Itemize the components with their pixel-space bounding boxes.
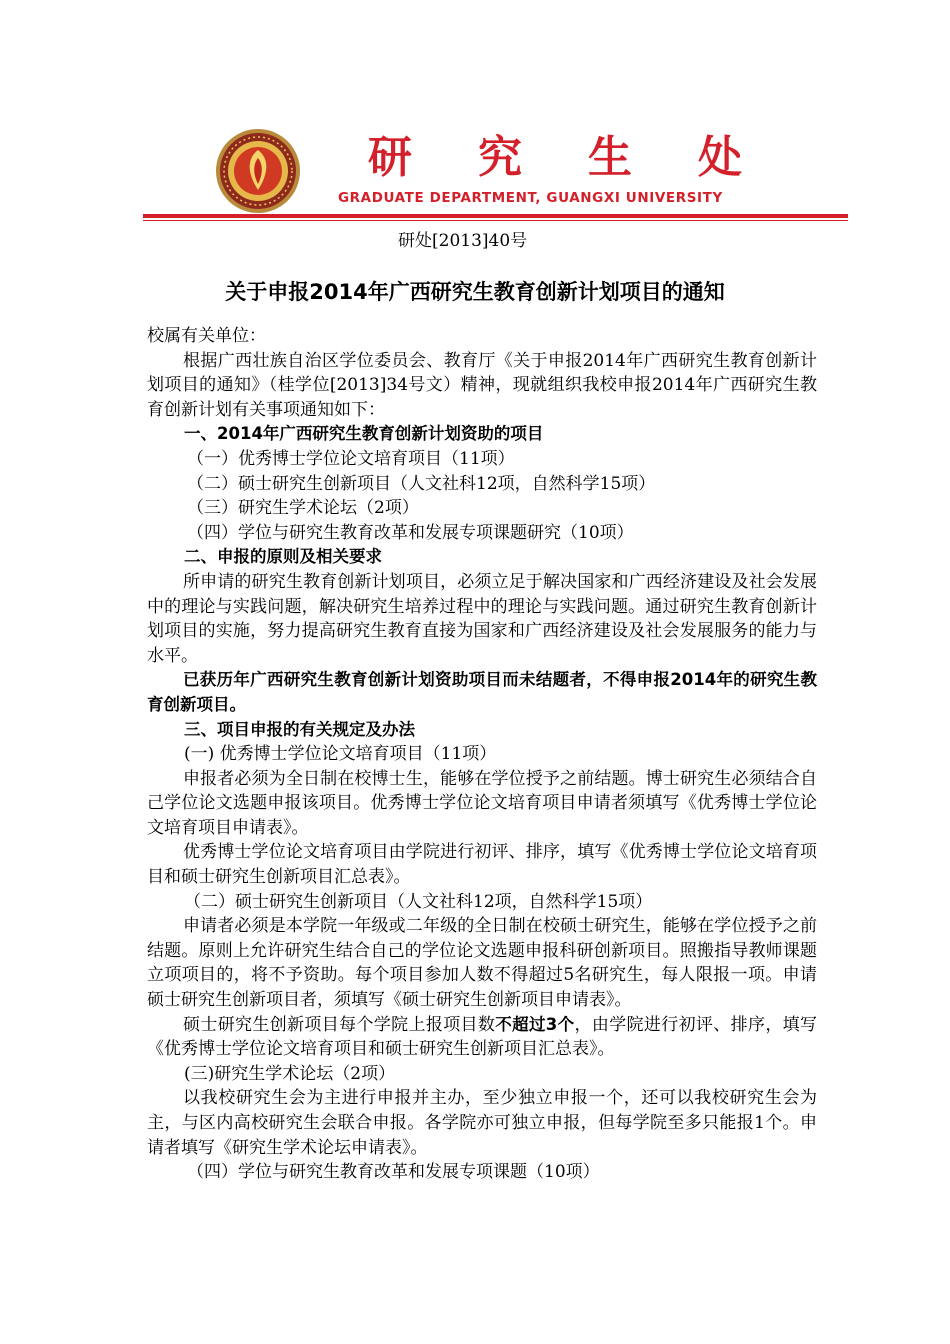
text-run: ，由学院进行初评、排序，填写《优秀博士学位论文培育项目和硕士研究生创新项目汇总表》。: [147, 1014, 818, 1060]
intro-paragraph: 根据广西壮族自治区学位委员会、教育厅《关于申报2014年广西研究生教育创新计划项目的通知》（桂学位[2013]34号文）精神，现就组织我校申报2014年广西研究生教育创新计划有关事项通知如下：: [147, 350, 817, 420]
list-item: （二）硕士研究生创新项目（人文社科12项，自然科学15项）: [187, 473, 656, 494]
paragraph: 所申请的研究生教育创新计划项目，必须立足于解决国家和广西经济建设及社会发展中的理论与实践问题，解决研究生培养过程中的理论与实践问题。通过研究生教育创新计划项目的实施，努力提高研究生教育直接为国家和广西经济建设及社会发展服务的能力与水平。: [147, 571, 817, 666]
paragraph: 申请者必须是本学院一年级或二年级的全日制在校硕士研究生，能够在学位授予之前结题。原则上允许研究生结合自己的学位论文选题申报科研创新项目。照搬指导教师课题立项项目的，将不予资助。每个项目参加人数不得超过5名研究生，每人限报一项。申请硕士研究生创新项目者，须填写《硕士研究生创新项目申请表》。: [147, 916, 817, 1011]
emphasis-text: 不超过3个: [495, 1014, 575, 1034]
section-heading: 一、2014年广西研究生教育创新计划资助的项目: [184, 424, 544, 444]
letterhead-rule-thin: [143, 220, 848, 221]
salutation: 校属有关单位：: [147, 326, 266, 346]
list-item: （一）优秀博士学位论文培育项目（11项）: [187, 448, 515, 469]
list-item: （四）学位与研究生教育改革和发展专项课题研究（10项）: [187, 522, 634, 543]
document-number: 研处[2013]40号: [398, 231, 528, 251]
section-heading: 三、项目申报的有关规定及办法: [184, 719, 415, 739]
paragraph: 优秀博士学位论文培育项目由学院进行初评、排序，填写《优秀博士学位论文培育项目和硕士研究生创新项目汇总表》。: [147, 842, 817, 888]
subsection-heading: （二）硕士研究生创新项目（人文社科12项，自然科学15项）: [184, 891, 653, 912]
subsection-heading: （四）学位与研究生教育改革和发展专项课题（10项）: [187, 1162, 600, 1183]
bold-paragraph: 已获历年广西研究生教育创新计划资助项目而未结题者，不得申报2014年的研究生教育创新项目。: [147, 670, 817, 714]
department-name-en: GRADUATE DEPARTMENT, GUANGXI UNIVERSITY: [338, 190, 723, 206]
paragraph: 以我校研究生会为主进行申报并主办，至少独立申报一个，还可以我校研究生会为主，与区内高校研究生会联合申报。各学院亦可独立申报，但每学院至多只能报1个。申请者填写《研究生学术论坛申请表》。: [147, 1088, 817, 1158]
subsection-heading: (三)研究生学术论坛（2项）: [184, 1063, 396, 1084]
subsection-heading: (一) 优秀博士学位论文培育项目（11项）: [184, 744, 497, 765]
paragraph: 申报者必须为全日制在校博士生，能够在学位授予之前结题。博士研究生必须结合自己学位论文选题申报该项目。优秀博士学位论文培育项目申请者须填写《优秀博士学位论文培育项目申请表》。: [147, 768, 817, 838]
list-item: （三）研究生学术论坛（2项）: [187, 498, 419, 519]
text-run: 硕士研究生创新项目每个学院上报项目数: [183, 1014, 496, 1035]
document-body: [147, 324, 817, 1185]
department-name-cn: 研究生处: [368, 132, 808, 183]
letterhead-rule-thick: [143, 214, 848, 218]
letterhead: [0, 0, 950, 230]
university-seal-icon: [215, 128, 301, 214]
document-title: 关于申报2014年广西研究生教育创新计划项目的通知: [225, 280, 725, 304]
section-heading: 二、申报的原则及相关要求: [184, 547, 382, 567]
paragraph: [147, 1013, 817, 1062]
